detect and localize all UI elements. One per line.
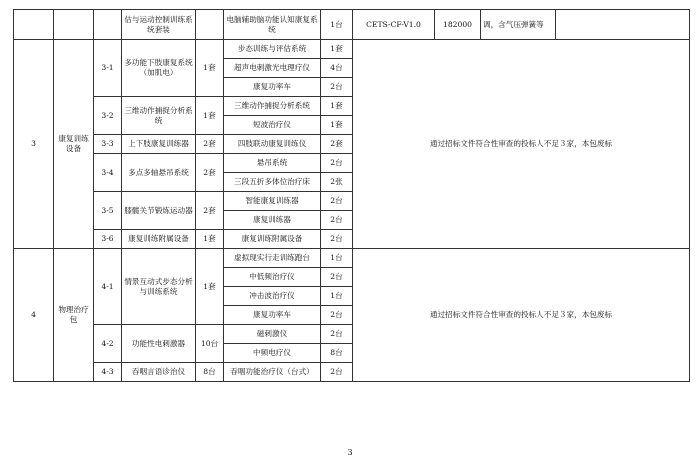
equipment-cell: 电脑辅助脑功能认知康复系统 <box>224 10 321 40</box>
item-name: 多功能下肢康复系统（加肌电） <box>122 40 196 97</box>
item-name: 上下肢康复训练器 <box>122 135 196 154</box>
item-code: 3-1 <box>94 40 122 97</box>
sub-item-qty: 1套 <box>321 97 353 116</box>
table-row <box>14 249 690 268</box>
sub-item-qty: 4台 <box>321 59 353 78</box>
table-row <box>14 10 690 40</box>
item-name: 康复训练附属设备 <box>122 230 196 249</box>
item-code: 4-2 <box>94 325 122 363</box>
item-name: 功能性电刺激器 <box>122 325 196 363</box>
item-code: 3-6 <box>94 230 122 249</box>
qty-cell: 1台 <box>321 10 353 40</box>
sub-item-qty: 2台 <box>321 268 353 287</box>
sub-item-qty: 8台 <box>321 344 353 363</box>
item-qty: 2套 <box>196 135 224 154</box>
item-name: 多点多轴悬吊系统 <box>122 154 196 192</box>
sub-item-name: 三段五折多体位治疗床 <box>224 173 321 192</box>
sub-item-name: 康复功率车 <box>224 78 321 97</box>
sub-item-name: 磁刺激仪 <box>224 325 321 344</box>
item-qty: 2套 <box>196 192 224 230</box>
sub-item-qty: 1套 <box>321 116 353 135</box>
sub-item-qty: 1套 <box>321 40 353 59</box>
sub-item-qty: 2台 <box>321 192 353 211</box>
sub-item-name: 三维动作捕捉分析系统 <box>224 97 321 116</box>
item-name: 膝髋关节锻炼运动器 <box>122 192 196 230</box>
sub-item-qty: 2台 <box>321 211 353 230</box>
price-cell: 182000 <box>435 10 481 40</box>
item-name: 三维动作捕捉分析系统 <box>122 97 196 135</box>
sub-item-qty: 2台 <box>321 363 353 382</box>
sub-item-name: 短波治疗仪 <box>224 116 321 135</box>
page-number: 3 <box>347 448 353 457</box>
sub-item-qty: 2台 <box>321 230 353 249</box>
sub-item-qty: 2台 <box>321 325 353 344</box>
empty-cell <box>196 10 224 40</box>
item-code: 3-4 <box>94 154 122 192</box>
item-qty: 1套 <box>196 230 224 249</box>
empty-cell <box>94 10 122 40</box>
empty-cell <box>54 10 94 40</box>
sub-item-qty: 2台 <box>321 78 353 97</box>
sub-item-name: 康复训练附属设备 <box>224 230 321 249</box>
sub-item-name: 四肢联动康复训练仪 <box>224 135 321 154</box>
item-qty: 1套 <box>196 40 224 97</box>
sub-item-name: 中低频治疗仪 <box>224 268 321 287</box>
sub-item-qty: 1台 <box>321 287 353 306</box>
sub-item-name: 虚拟现实行走训练跑台 <box>224 249 321 268</box>
item-name: 吞咽言语诊治仪 <box>122 363 196 382</box>
note-cell: 调，含气压弹簧等 <box>481 10 556 40</box>
sub-item-qty: 2张 <box>321 173 353 192</box>
item-qty: 10台 <box>196 325 224 363</box>
item-code: 4-3 <box>94 363 122 382</box>
sub-item-name: 康复训练器 <box>224 211 321 230</box>
sub-item-name: 吞咽功能治疗仪（台式） <box>224 363 321 382</box>
procurement-table <box>13 9 690 382</box>
sub-item-qty: 1台 <box>321 249 353 268</box>
item-qty: 8台 <box>196 363 224 382</box>
item-code: 4-1 <box>94 249 122 325</box>
sub-item-name: 中频电疗仪 <box>224 344 321 363</box>
empty-cell <box>14 10 54 40</box>
package-result: 通过招标文件符合性审查的投标人不足３家，本包废标 <box>353 40 690 249</box>
empty-cell <box>556 10 690 40</box>
package-number: 4 <box>14 249 54 382</box>
package-number: 3 <box>14 40 54 249</box>
item-qty: 1套 <box>196 97 224 135</box>
sub-item-qty: 2套 <box>321 135 353 154</box>
sub-item-name: 智能康复训练器 <box>224 192 321 211</box>
sub-item-name: 冲击波治疗仪 <box>224 287 321 306</box>
package-name: 康复训练设备 <box>54 40 94 249</box>
sub-item-name: 康复功率车 <box>224 306 321 325</box>
table-row <box>14 40 690 59</box>
sub-item-qty: 2台 <box>321 154 353 173</box>
item-code: 3-5 <box>94 192 122 230</box>
package-name: 物理治疗包 <box>54 249 94 382</box>
item-code: 3-3 <box>94 135 122 154</box>
item-code: 3-2 <box>94 97 122 135</box>
item-qty: 1套 <box>196 249 224 325</box>
sub-item-qty: 2台 <box>321 306 353 325</box>
package-result: 通过招标文件符合性审查的投标人不足３家，本包废标 <box>353 249 690 382</box>
sub-item-name: 超声电刺激光电理疗仪 <box>224 59 321 78</box>
sub-item-name: 悬吊系统 <box>224 154 321 173</box>
item-name: 情景互动式步态分析与训练系统 <box>122 249 196 325</box>
model-cell: CETS-CF-V1.0 <box>353 10 435 40</box>
item-qty: 2套 <box>196 154 224 192</box>
item-name-cell: 估与运动控制训练系统套装 <box>122 10 196 40</box>
sub-item-name: 步态训练与评估系统 <box>224 40 321 59</box>
